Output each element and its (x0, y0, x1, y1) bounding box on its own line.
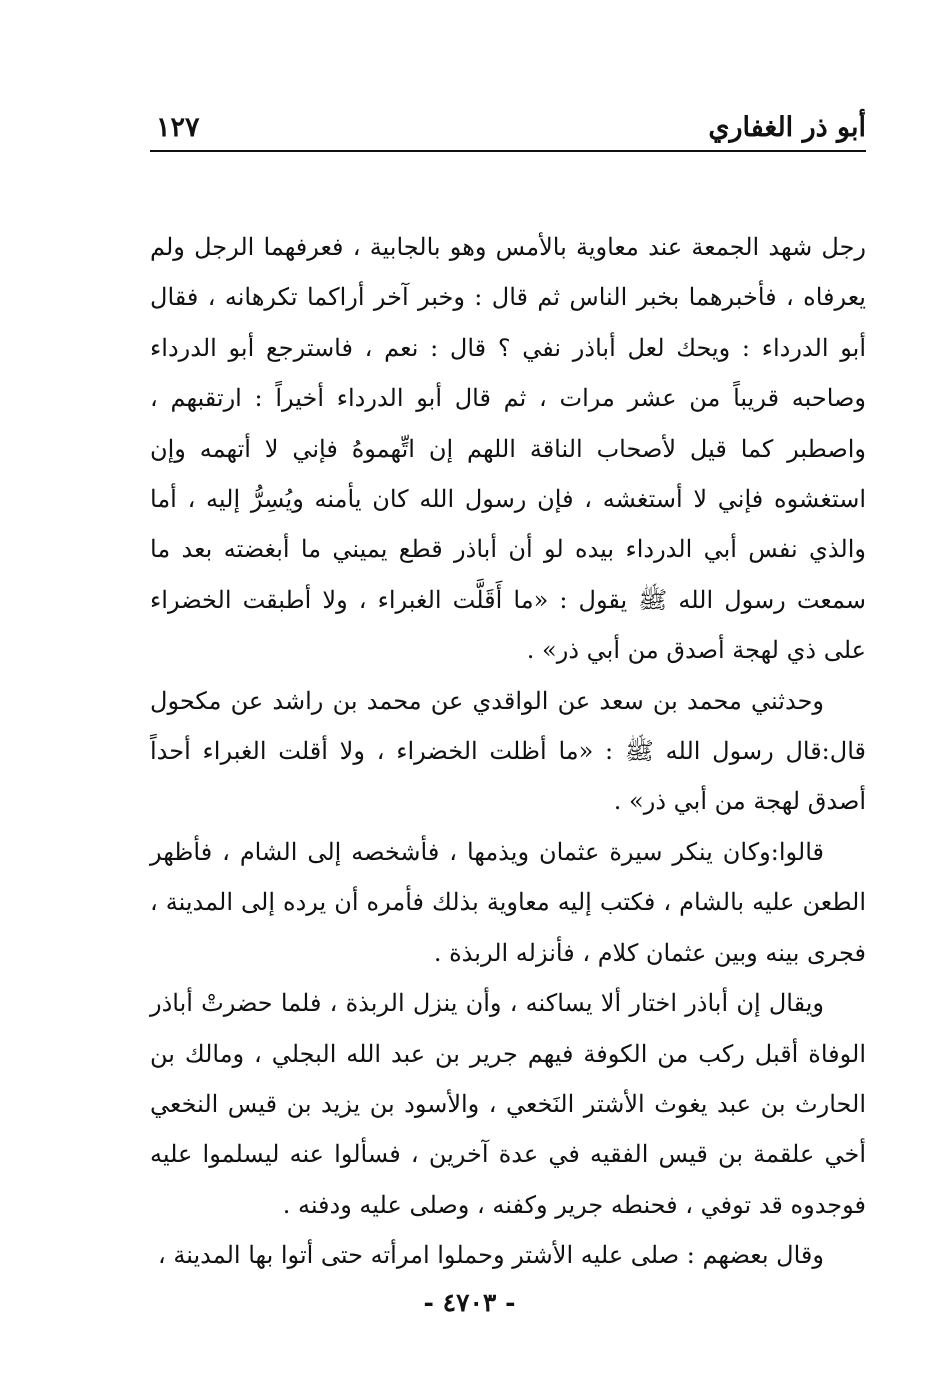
paragraph: وحدثني محمد بن سعد عن الواقدي عن محمد بن راشد عن مكحول قال:قال رسول الله ﷺ : «ما أظلت الخضراء ، ولا أقلت الغبراء أحداً أصدق لهجة من أبي ذر» . (150, 686, 866, 816)
footer-page-code: - ٤٧٠٣ - (423, 1288, 516, 1317)
body-text (150, 222, 866, 1281)
book-title: أبو ذر الغفاري (708, 112, 866, 143)
paragraph: رجل شهد الجمعة عند معاوية بالأمس وهو بالجابية ، فعرفهما الرجل ولم يعرفاه ، فأخبرهما بخبر الناس ثم قال : وخبر آخر أراكما تكرهانه ، فقال أبو الدرداء : ويحك لعل أباذر نفي ؟ قال : نعم ، فاسترجع أبو الدرداء وصاحبه قريباً من عشر مرات ، ثم قال أبو الدرداء أخيراً : ارتقبهم ، واصطبر كما قيل لأصحاب الناقة اللهم إن اتِّهموهُ فإني لا أتهمه وإن استغشوه فإني لا أستغشه ، فإن رسول الله كان يأمنه ويُسِرُّ إليه ، أما والذي نفس أبي الدرداء بيده لو أن أباذر قطع يميني ما أبغضته بعد ما سمعت رسول الله ﷺ يقول : «ما أَقَلَّت الغبراء ، ولا أطبقت الخضراء على ذي لهجة أصدق من أبي ذر» . (150, 233, 867, 665)
paragraph: قالوا:وكان ينكر سيرة عثمان ويذمها ، فأشخصه إلى الشام ، فأظهر الطعن عليه بالشام ، فكتب إليه معاوية بذلك فأمره أن يرده إلى المدينة ، فجرى بينه وبين عثمان كلام ، فأنزله الربذة . (150, 837, 866, 967)
paragraph: ويقال إن أباذر اختار ألا يساكنه ، وأن ينزل الربذة ، فلما حضرتْ أباذر الوفاة أقبل ركب من الكوفة فيهم جرير بن عبد الله البجلي ، ومالك بن الحارث بن عبد يغوث الأشتر النَخعي ، والأسود بن يزيد بن قيس النخعي أخي علقمة بن قيس الفقيه في عدة آخرين ، فسألوا عنه ليسلموا عليه فوجدوه قد توفي ، فحنطه جرير وكفنه ، وصلى عليه ودفنه . (150, 989, 866, 1219)
page-number: ١٢٧ (156, 112, 200, 143)
running-header (150, 108, 866, 152)
paragraph: وقال بعضهم : صلى عليه الأشتر وحملوا امرأته حتى أتوا بها المدينة ، (157, 1241, 824, 1270)
header-divider (150, 150, 866, 152)
